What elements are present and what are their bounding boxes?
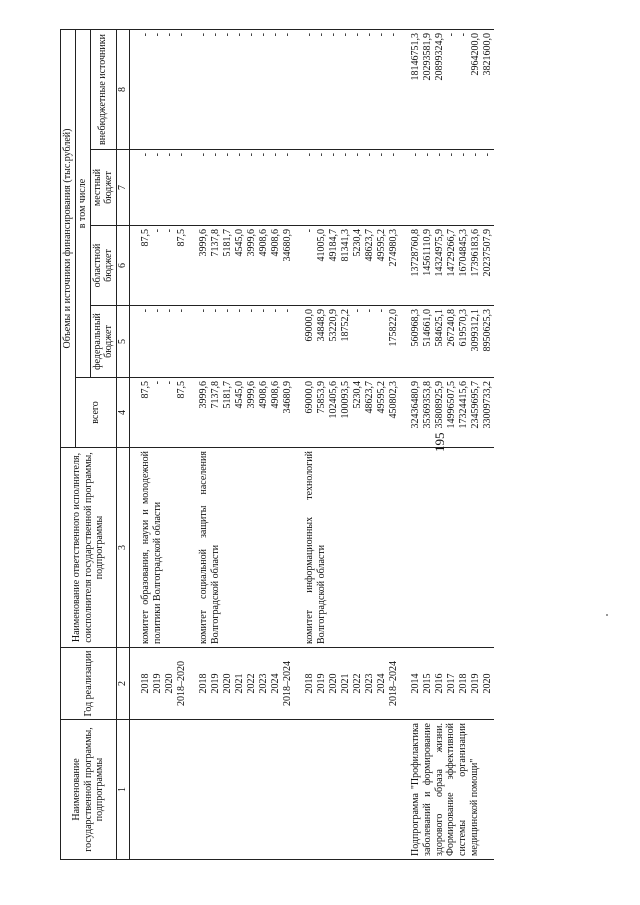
- extrabudget-value: 18146751,3: [409, 33, 421, 81]
- column-number: 1: [117, 720, 130, 860]
- total-value: 102405,6: [327, 381, 339, 419]
- federal-value: 584625,1: [433, 309, 445, 347]
- program-name: [140, 720, 188, 860]
- local-value: -: [469, 153, 481, 157]
- spacer-cell: [294, 378, 304, 448]
- local-cell: [304, 150, 400, 226]
- federal-value: 18752,2: [339, 309, 351, 342]
- extrabudget-value: -: [233, 33, 245, 37]
- extrabudget-value: -: [339, 33, 351, 37]
- total-value: 48623,7: [363, 381, 375, 414]
- total-value: 3999,6: [245, 381, 257, 409]
- total-value: 35808925,9: [433, 381, 445, 429]
- federal-cell: [140, 306, 188, 378]
- column-number: 3: [117, 448, 130, 648]
- spacer-cell: [294, 226, 304, 306]
- local-cell: [140, 150, 188, 226]
- total-value: -: [151, 381, 163, 385]
- local-value: -: [139, 153, 151, 157]
- local-value: -: [445, 153, 457, 157]
- total-value: 17324415,6: [457, 381, 469, 429]
- year-cell: [198, 648, 294, 720]
- total-value: 4908,6: [269, 381, 281, 409]
- extrabudget-value: -: [151, 33, 163, 37]
- federal-value: -: [139, 309, 151, 313]
- year-value: 2020: [221, 673, 233, 694]
- header-regional: областной бюджет: [90, 226, 117, 306]
- federal-value: -: [209, 309, 221, 313]
- regional-cell: [304, 226, 400, 306]
- total-value: 450802,3: [387, 381, 399, 419]
- local-value: -: [409, 153, 421, 157]
- total-value: 5230,4: [351, 381, 363, 409]
- year-value: 2022: [351, 673, 363, 694]
- regional-value: 5181,7: [221, 229, 233, 257]
- year-value: 2019: [151, 673, 163, 694]
- block-spacer: [294, 30, 304, 860]
- year-value: 2018–2024: [387, 661, 399, 706]
- extrabudget-value: -: [375, 33, 387, 37]
- regional-value: 4908,6: [257, 229, 269, 257]
- total-value: 23459695,7: [469, 381, 481, 429]
- federal-value: 34848,9: [315, 309, 327, 342]
- extrabudget-value: -: [387, 33, 399, 37]
- year-value: 2019: [315, 673, 327, 694]
- local-value: -: [163, 153, 175, 157]
- regional-value: -: [163, 229, 175, 233]
- federal-value: 175822,0: [387, 309, 399, 347]
- extrabudget-value: -: [221, 33, 233, 37]
- table-row: [410, 30, 494, 860]
- header-executor: Наименование ответственного исполнителя, соисполнителя государственной программы, подпрограммы: [61, 448, 117, 648]
- header-total: всего: [75, 378, 116, 448]
- regional-value: 87,5: [139, 229, 151, 247]
- spacer-cell: [188, 150, 198, 226]
- total-value: 7137,8: [209, 381, 221, 409]
- year-value: 2021: [233, 673, 245, 694]
- extrabudget-value: -: [175, 33, 187, 37]
- executor-name: [410, 448, 494, 648]
- spacer-cell: [400, 648, 410, 720]
- total-value: 75853,9: [315, 381, 327, 414]
- local-value: -: [233, 153, 245, 157]
- local-value: -: [221, 153, 233, 157]
- program-name: [304, 720, 400, 860]
- federal-value: -: [351, 309, 363, 313]
- table-row: [198, 30, 294, 860]
- federal-value: 560968,3: [409, 309, 421, 347]
- local-value: -: [245, 153, 257, 157]
- federal-cell: [304, 306, 400, 378]
- local-value: -: [481, 153, 493, 157]
- spacer-cell: [294, 150, 304, 226]
- year-value: 2018: [197, 673, 209, 694]
- header-program: Наименование государственной программы, подпрограммы: [61, 720, 117, 860]
- spacer-cell: [400, 226, 410, 306]
- total-cell: [140, 378, 188, 448]
- regional-value: 14324975,9: [433, 229, 445, 277]
- federal-value: -: [197, 309, 209, 313]
- regional-value: 20237507,9: [481, 229, 493, 277]
- local-value: -: [151, 153, 163, 157]
- executor-name: комитет социальной защиты населения Волгоградской области: [198, 448, 294, 648]
- extrabudget-value: -: [257, 33, 269, 37]
- column-number: 7: [117, 150, 130, 226]
- federal-value: -: [233, 309, 245, 313]
- federal-value: -: [375, 309, 387, 313]
- extrabudget-cell: [410, 30, 494, 150]
- total-value: 4545,0: [233, 381, 245, 409]
- header-funding: Объемы и источники финансирования (тыс.рублей): [61, 30, 76, 448]
- local-value: -: [315, 153, 327, 157]
- local-value: -: [375, 153, 387, 157]
- federal-value: 514661,0: [421, 309, 433, 347]
- extrabudget-value: -: [245, 33, 257, 37]
- year-value: 2018–2020: [175, 661, 187, 706]
- regional-value: 48623,7: [363, 229, 375, 262]
- extrabudget-value: -: [351, 33, 363, 37]
- spacer-cell: [129, 720, 140, 860]
- federal-value: -: [163, 309, 175, 313]
- total-value: 49595,2: [375, 381, 387, 414]
- spacer-cell: [400, 30, 410, 150]
- local-value: -: [363, 153, 375, 157]
- total-value: 87,5: [139, 381, 151, 399]
- local-value: -: [269, 153, 281, 157]
- regional-value: 4908,6: [269, 229, 281, 257]
- total-value: 35369353,8: [421, 381, 433, 429]
- header-extrabudget: внебюджетные источники: [90, 30, 117, 150]
- spacer-cell: [129, 448, 140, 648]
- regional-value: 5230,4: [351, 229, 363, 257]
- regional-value: 14561110,9: [421, 229, 433, 276]
- spacer-cell: [129, 378, 140, 448]
- local-value: -: [257, 153, 269, 157]
- spacer-cell: [294, 306, 304, 378]
- total-cell: [410, 378, 494, 448]
- column-number: 2: [117, 648, 130, 720]
- total-value: 87,5: [175, 381, 187, 399]
- regional-cell: [410, 226, 494, 306]
- extrabudget-value: -: [315, 33, 327, 37]
- spacer-cell: [129, 306, 140, 378]
- year-cell: [410, 648, 494, 720]
- federal-cell: [198, 306, 294, 378]
- total-value: 33009733,2: [481, 381, 493, 429]
- local-value: -: [197, 153, 209, 157]
- year-value: 2018: [457, 673, 469, 694]
- total-value: -: [163, 381, 175, 385]
- spacer-cell: [400, 720, 410, 860]
- total-value: 3999,6: [197, 381, 209, 409]
- regional-value: 7137,8: [209, 229, 221, 257]
- total-value: 14996507,5: [445, 381, 457, 429]
- regional-value: 3999,6: [245, 229, 257, 257]
- executor-name: комитет информационных технологий Волгоградской области: [304, 448, 400, 648]
- spacer-cell: [294, 30, 304, 150]
- regional-value: -: [303, 229, 315, 233]
- total-cell: [304, 378, 400, 448]
- spacer-cell: [129, 226, 140, 306]
- extrabudget-value: -: [197, 33, 209, 37]
- header-including: в том числе: [75, 30, 90, 378]
- regional-value: -: [151, 229, 163, 233]
- year-value: 2023: [363, 673, 375, 694]
- total-value: 100093,5: [339, 381, 351, 419]
- column-number-row: [117, 30, 130, 860]
- year-value: 2021: [339, 673, 351, 694]
- federal-value: 8950625,3: [481, 309, 493, 352]
- local-value: -: [303, 153, 315, 157]
- federal-value: -: [257, 309, 269, 313]
- year-value: 2023: [257, 673, 269, 694]
- regional-value: 49184,7: [327, 229, 339, 262]
- total-value: 69000,0: [303, 381, 315, 414]
- extrabudget-value: -: [445, 33, 457, 37]
- federal-value: -: [151, 309, 163, 313]
- local-value: -: [387, 153, 399, 157]
- local-value: -: [327, 153, 339, 157]
- local-value: -: [209, 153, 221, 157]
- regional-value: 14729266,7: [445, 229, 457, 277]
- year-value: 2022: [245, 673, 257, 694]
- year-value: 2018–2024: [281, 661, 293, 706]
- year-value: 2018: [303, 673, 315, 694]
- spacer-cell: [294, 720, 304, 860]
- year-value: 2014: [409, 673, 421, 694]
- federal-value: -: [281, 309, 293, 313]
- federal-value: -: [269, 309, 281, 313]
- year-value: 2020: [481, 673, 493, 694]
- regional-cell: [140, 226, 188, 306]
- extrabudget-value: -: [269, 33, 281, 37]
- program-name: [198, 720, 294, 860]
- block-spacer: [188, 30, 198, 860]
- table-row: [304, 30, 400, 860]
- spacer-cell: [188, 378, 198, 448]
- extrabudget-value: -: [457, 33, 469, 37]
- extrabudget-value: -: [281, 33, 293, 37]
- year-value: 2017: [445, 673, 457, 694]
- spacer-cell: [188, 30, 198, 150]
- federal-value: 267240,8: [445, 309, 457, 347]
- extrabudget-value: 3821600,0: [481, 33, 493, 76]
- federal-value: 69000,0: [303, 309, 315, 342]
- extrabudget-value: 2964200,0: [469, 33, 481, 76]
- total-value: 4908,6: [257, 381, 269, 409]
- spacer-cell: [400, 150, 410, 226]
- year-cell: [140, 648, 188, 720]
- extrabudget-cell: [140, 30, 188, 150]
- total-cell: [198, 378, 294, 448]
- extrabudget-value: -: [209, 33, 221, 37]
- extrabudget-value: -: [327, 33, 339, 37]
- extrabudget-value: -: [139, 33, 151, 37]
- regional-cell: [198, 226, 294, 306]
- federal-cell: [410, 306, 494, 378]
- local-cell: [198, 150, 294, 226]
- year-value: 2019: [469, 673, 481, 694]
- executor-name: комитет образования, науки и молодежной политики Волгоградской области: [140, 448, 188, 648]
- total-value: 32436480,9: [409, 381, 421, 429]
- regional-value: 49595,2: [375, 229, 387, 262]
- year-value: 2024: [375, 673, 387, 694]
- block-spacer: [129, 30, 140, 860]
- regional-value: 4545,0: [233, 229, 245, 257]
- column-number: 4: [117, 378, 130, 448]
- spacer-cell: [188, 648, 198, 720]
- total-value: 34680,9: [281, 381, 293, 414]
- spacer-cell: [188, 720, 198, 860]
- regional-value: 274980,3: [387, 229, 399, 267]
- column-number: 5: [117, 306, 130, 378]
- year-value: 2020: [327, 673, 339, 694]
- header-year: Год реализации: [61, 648, 117, 720]
- regional-value: 17396183,6: [469, 229, 481, 277]
- year-value: 2020: [163, 673, 175, 694]
- local-value: -: [281, 153, 293, 157]
- extrabudget-value: -: [163, 33, 175, 37]
- federal-value: 3099312,1: [469, 309, 481, 352]
- spacer-cell: [129, 648, 140, 720]
- federal-value: 619570,3: [457, 309, 469, 347]
- regional-value: 87,5: [175, 229, 187, 247]
- regional-value: 81341,3: [339, 229, 351, 262]
- total-value: 5181,7: [221, 381, 233, 409]
- federal-value: -: [221, 309, 233, 313]
- federal-value: 53220,9: [327, 309, 339, 342]
- local-value: -: [175, 153, 187, 157]
- extrabudget-value: -: [303, 33, 315, 37]
- extrabudget-value: -: [363, 33, 375, 37]
- regional-value: 13728760,8: [409, 229, 421, 277]
- year-value: 2016: [433, 673, 445, 694]
- extrabudget-value: 20293581,9: [421, 33, 433, 81]
- spacer-cell: [400, 306, 410, 378]
- local-value: -: [433, 153, 445, 157]
- page-number: 195: [432, 432, 447, 452]
- local-value: -: [457, 153, 469, 157]
- spacer-cell: [129, 150, 140, 226]
- spacer-cell: [294, 448, 304, 648]
- spacer-cell: [188, 306, 198, 378]
- spacer-cell: [188, 226, 198, 306]
- spacer-cell: [129, 30, 140, 150]
- header-local: местный бюджет: [90, 150, 117, 226]
- local-value: -: [339, 153, 351, 157]
- year-value: 2019: [209, 673, 221, 694]
- extrabudget-cell: [198, 30, 294, 150]
- federal-value: -: [245, 309, 257, 313]
- spacer-cell: [400, 378, 410, 448]
- spacer-cell: [400, 448, 410, 648]
- local-cell: [410, 150, 494, 226]
- federal-value: -: [363, 309, 375, 313]
- block-spacer: [400, 30, 410, 860]
- rotated-table-container: [60, 30, 615, 860]
- regional-value: 3999,6: [197, 229, 209, 257]
- federal-value: -: [175, 309, 187, 313]
- column-number: 6: [117, 226, 130, 306]
- local-value: -: [421, 153, 433, 157]
- year-value: 2018: [139, 673, 151, 694]
- extrabudget-value: 20899324,9: [433, 33, 445, 81]
- header-federal: федеральный бюджет: [90, 306, 117, 378]
- year-value: 2015: [421, 673, 433, 694]
- local-value: -: [351, 153, 363, 157]
- table-row: [140, 30, 188, 860]
- regional-value: 16704845,3: [457, 229, 469, 277]
- regional-value: 41005,0: [315, 229, 327, 262]
- column-number: 8: [117, 30, 130, 150]
- funding-table: [60, 29, 494, 860]
- regional-value: 34680,9: [281, 229, 293, 262]
- extrabudget-cell: [304, 30, 400, 150]
- program-name: Подпрограмма "Профилактика заболеваний и формирование здорового образа жизни. Формирование эффективной системы организации медицинской помощи": [410, 720, 494, 860]
- spacer-cell: [188, 448, 198, 648]
- year-cell: [304, 648, 400, 720]
- year-value: 2024: [269, 673, 281, 694]
- spacer-cell: [294, 648, 304, 720]
